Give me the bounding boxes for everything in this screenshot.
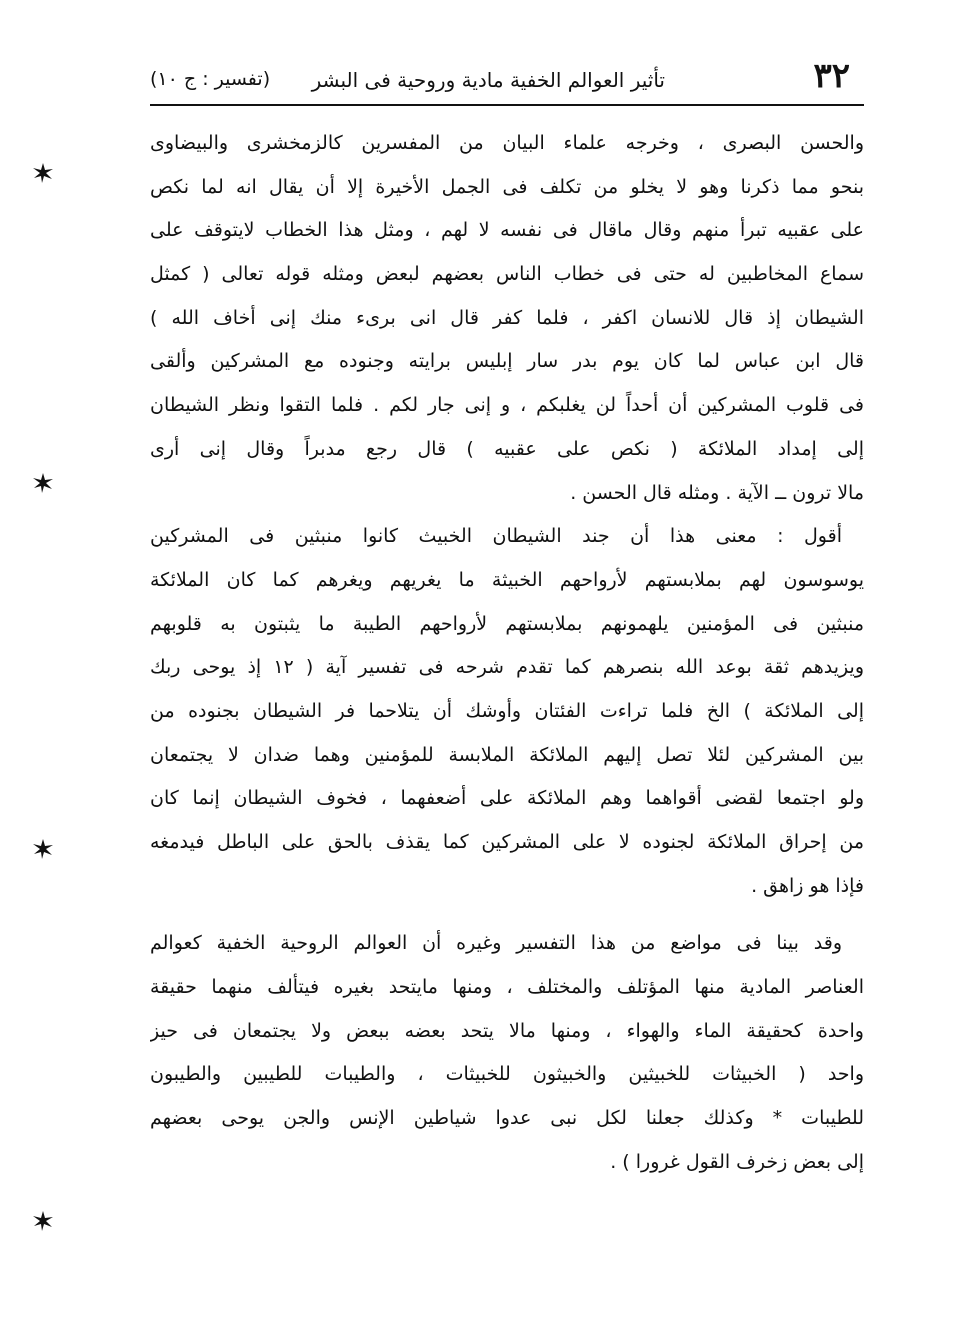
binding-hole-mark-icon bbox=[32, 472, 54, 494]
text-line: واحدة كحقيقة الماء والهواء ، ومنها مالا يتحد بعضه ببعض ولا يجتمعان فى حيز bbox=[150, 1019, 864, 1042]
header-rule bbox=[150, 104, 864, 106]
text-line: واحد ( الخبيثات للخبيثين والخبيثون للخبيثات ، والطيبات للطيبين والطيبون bbox=[150, 1063, 864, 1086]
text-line: منبثين فى المؤمنين يلهمونهم بملابستهم لأرواحهم الطيبة ما يثبتون به قلوبهم bbox=[150, 612, 864, 635]
text-line: فى قلوب المشركين أن أحداً لن يغلبكم ، و إنى جار لكم . فلما التقوا ونظر الشيطان bbox=[150, 394, 864, 417]
text-line: إلى إمداد الملائكة ( نكص على عقبيه ) قال رجع مدبراً وقال إنى أرى bbox=[150, 437, 864, 460]
body-text bbox=[150, 122, 864, 1185]
text-line: إلى الملائكة ) الخ فلما تراءت الفئتان وأوشك أن يتلاحما فر الشيطان بجنوده من bbox=[150, 699, 864, 722]
paragraph-3 bbox=[150, 922, 864, 1184]
text-line: يوسوسون لهم بملابستهم لأرواحهم الخبيثة ما يغريهم ويغرهم كما كان الملائكة bbox=[150, 568, 864, 591]
text-line: على عقبيه تبرأ منهم وقال ماقال فى نفسه لا لهم ، ومثل هذا الخطاب لايتوقف على bbox=[150, 219, 864, 242]
running-title: تأثير العوالم الخفية مادية وروحية فى البشر bbox=[311, 68, 665, 92]
text-line: ويزيدهم ثقة بوعد الله بنصرهم كما تقدم شرحه فى تفسير آية ( ١٢ إذ يوحى ربك bbox=[150, 656, 864, 679]
text-line: قال ابن عباس لما كان يوم بدر سار إبليس برايته وجنوده مع المشركين وألقى bbox=[150, 350, 864, 373]
text-line: وقد بينا فى مواضع من هذا التفسير وغيره أن العوالم الروحية الخفية كعوالم bbox=[150, 932, 842, 955]
section-reference: (تفسير : ج ١٠) bbox=[150, 68, 271, 90]
text-line: إلى بعض زخرف القول غرورا ) . bbox=[610, 1150, 864, 1173]
text-line: بنحو مما ذكرنا وهو لا يخلو من تكلف فى الجمل الأخيرة إلا أن يقال انه لما نكص bbox=[150, 175, 864, 198]
page-number: ٣٢ bbox=[813, 56, 850, 96]
binding-hole-mark-icon bbox=[32, 162, 54, 184]
paragraph-2 bbox=[150, 515, 864, 908]
text-line: بين المشركين لئلا تصل إليهم الملائكة الملابسة للمؤمنين وهما ضدان لا يجتمعان bbox=[150, 743, 864, 766]
paragraph-gap bbox=[150, 908, 864, 922]
text-line: والحسن البصرى ، وخرجه علماء البيان من المفسرين كالزمخشرى والبيضاوى bbox=[150, 132, 864, 154]
paragraph-1 bbox=[150, 122, 864, 515]
page-header bbox=[150, 56, 850, 100]
text-line: من إحراق الملائكة لجنوده لا على المشركين كما يقذف بالحق على الباطل فيدمغه bbox=[150, 831, 864, 853]
text-line: أقول : معنى هذا أن جند الشيطان الخبيث كانوا منبثين فى المشركين bbox=[150, 525, 842, 548]
text-line: فإذا هو زاهق . bbox=[751, 874, 864, 897]
text-line: للطيبات * وكذلك جعلنا لكل نبى عدوا شياطين الإنس والجن يوحى بعضهم bbox=[150, 1107, 864, 1130]
text-line: الشيطان إذ قال للانسان اكفر ، فلما كفر قال انى برىء منك إنى أخاف الله ) bbox=[150, 306, 864, 329]
text-line: مالا ترون ــ الآية . ومثله قال الحسن . bbox=[570, 481, 864, 504]
binding-hole-mark-icon bbox=[32, 1210, 54, 1232]
text-line: ولو اجتمعا لقضى أقواهما وهم الملائكة على أضعفهما ، فخوف الشيطان إنما كان bbox=[150, 787, 864, 810]
binding-hole-mark-icon bbox=[32, 838, 54, 860]
text-line: العناصر المادية منها المؤتلف والمختلف ، ومنها مايتحد بغيره فيتألف منهما حقيقة bbox=[150, 976, 864, 999]
text-line: سماع المخاطبين له حتى فى خطاب الناس بعضهم لبعض ومثله قوله تعالى ( كمثل bbox=[150, 263, 864, 286]
